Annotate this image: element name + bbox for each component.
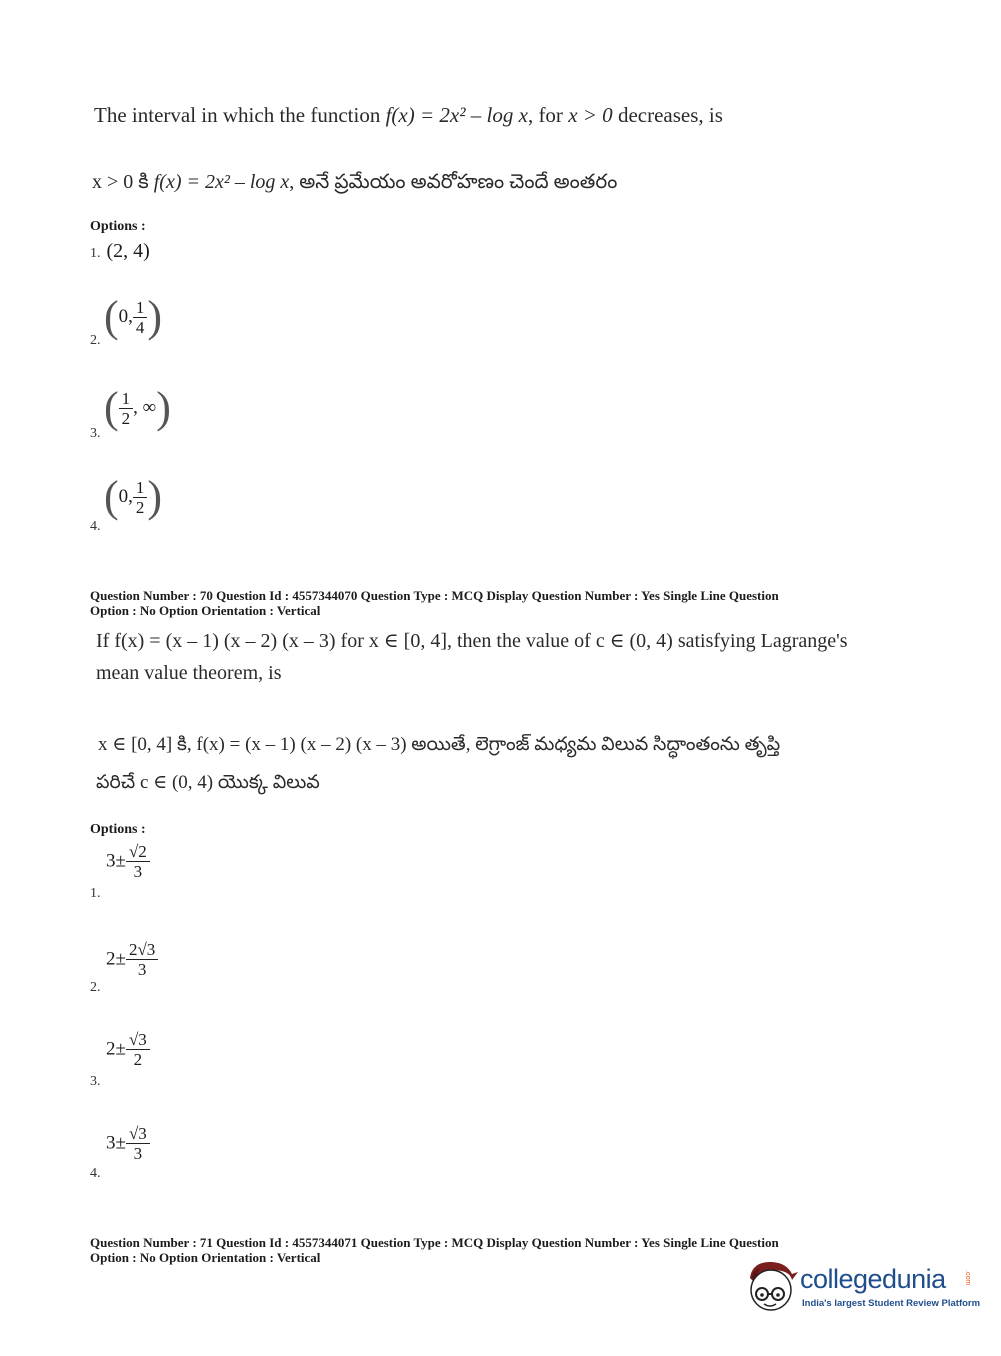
collegedunia-logo[interactable] bbox=[742, 1258, 981, 1318]
option-expression bbox=[106, 1124, 150, 1163]
option-expression bbox=[106, 842, 150, 881]
option-number: 2. bbox=[90, 333, 101, 348]
q70-en-line2: mean value theorem, is bbox=[96, 662, 282, 684]
option-expression: (0, $\frac{1}{4}$ ) bbox=[104, 292, 163, 341]
q71-meta bbox=[90, 1235, 779, 1265]
option-whole: 2± bbox=[106, 1038, 126, 1060]
option-number: 3. bbox=[90, 1074, 101, 1089]
option-expression bbox=[106, 940, 158, 979]
q69-te-fx: f(x) = 2x² – log x bbox=[153, 171, 290, 193]
q70-te-line2: పరిచే c ∈ (0, 4) యొక్క విలువ bbox=[96, 772, 320, 793]
fraction-numerator: √2 bbox=[126, 842, 150, 862]
q69-en-post: , for bbox=[527, 103, 569, 127]
q70-en-line1: If f(x) = (x – 1) (x – 2) (x – 3) for x ∈ [0, 4], then the value of c ∈ (0, 4) satisfying Lagrange's bbox=[96, 630, 848, 652]
logo-tagline: India's largest Student Review Platform bbox=[802, 1298, 981, 1309]
fraction-denominator: 2 bbox=[133, 1050, 143, 1069]
q69-en-end: decreases, is bbox=[612, 103, 723, 127]
fraction-denominator: 2 bbox=[121, 408, 131, 428]
option-expression: ( $\frac{1}{2}$ , ∞) bbox=[104, 383, 171, 432]
option-fraction bbox=[126, 842, 150, 881]
fraction-denominator: 2 bbox=[135, 497, 145, 517]
q70-meta bbox=[90, 588, 779, 618]
mascot-icon bbox=[742, 1258, 800, 1316]
option-left: 0, bbox=[118, 306, 133, 327]
q69-english bbox=[94, 103, 723, 128]
q69-en-pre: The interval in which the function bbox=[94, 103, 386, 127]
option-left: 0, bbox=[118, 486, 133, 507]
logo-wordmark: collegedunia bbox=[800, 1264, 946, 1294]
q69-en-fx: f(x) = 2x² – log x bbox=[385, 103, 528, 127]
option-number: 2. bbox=[90, 980, 101, 995]
option-number: 4. bbox=[90, 519, 101, 534]
fraction-numerator: 1 bbox=[133, 298, 148, 318]
fraction-denominator: 3 bbox=[137, 960, 147, 979]
fraction-numerator: 1 bbox=[119, 389, 134, 409]
option-fraction bbox=[126, 1124, 150, 1163]
q70-options-label: Options : bbox=[90, 822, 146, 837]
q71-meta-line2: Option : No Option Orientation : Vertical bbox=[90, 1250, 321, 1265]
q69-te-pre: x > 0 కి bbox=[92, 171, 154, 193]
option-expression: (0, $\frac{1}{2}$ ) bbox=[104, 472, 163, 521]
fraction-numerator: √3 bbox=[126, 1030, 150, 1050]
option-whole: 2± bbox=[106, 948, 126, 970]
option-number: 1. bbox=[90, 246, 101, 261]
fraction-denominator: 3 bbox=[133, 862, 143, 881]
option-right: , ∞ bbox=[133, 397, 157, 418]
option-whole: 3± bbox=[106, 850, 126, 872]
option-fraction bbox=[126, 1030, 150, 1069]
option-text: (2, 4) bbox=[106, 240, 150, 262]
fraction-denominator: 4 bbox=[135, 317, 145, 337]
q70-meta-line2: Option : No Option Orientation : Vertical bbox=[90, 603, 321, 618]
option-fraction bbox=[133, 478, 148, 517]
fraction-denominator: 3 bbox=[133, 1144, 143, 1163]
option-number: 4. bbox=[90, 1166, 101, 1181]
option-fraction bbox=[119, 389, 134, 428]
option-whole: 3± bbox=[106, 1132, 126, 1154]
q69-options-label: Options : bbox=[90, 219, 146, 234]
option-expression bbox=[106, 1030, 150, 1069]
q70-te-line1: x ∈ [0, 4] కి, f(x) = (x – 1) (x – 2) (x – 3) అయితే, లెగ్రాంజ్ మధ్యమ విలువ సిద్ధాంతంను తృప్తి bbox=[98, 734, 781, 755]
fraction-numerator: 2√3 bbox=[126, 940, 158, 960]
q70-meta-line1: Question Number : 70 Question Id : 4557344070 Question Type : MCQ Display Question Number : Yes Single Line Question bbox=[90, 588, 779, 603]
q71-meta-line1: Question Number : 71 Question Id : 4557344071 Question Type : MCQ Display Question Number : Yes Single Line Question bbox=[90, 1235, 779, 1250]
logo-domain: .com bbox=[964, 1270, 971, 1286]
q69-te-post: , అనే ప్రమేయం అవరోహణం చెందే అంతరం bbox=[289, 171, 618, 193]
option-fraction bbox=[133, 298, 148, 337]
q69-en-cond: x > 0 bbox=[568, 103, 613, 127]
q69-telugu bbox=[92, 171, 617, 198]
option-fraction bbox=[126, 940, 158, 979]
option-number: 3. bbox=[90, 426, 101, 441]
fraction-numerator: √3 bbox=[126, 1124, 150, 1144]
option-number: 1. bbox=[90, 886, 101, 901]
q69-option-1[interactable] bbox=[90, 240, 150, 263]
fraction-numerator: 1 bbox=[133, 478, 148, 498]
